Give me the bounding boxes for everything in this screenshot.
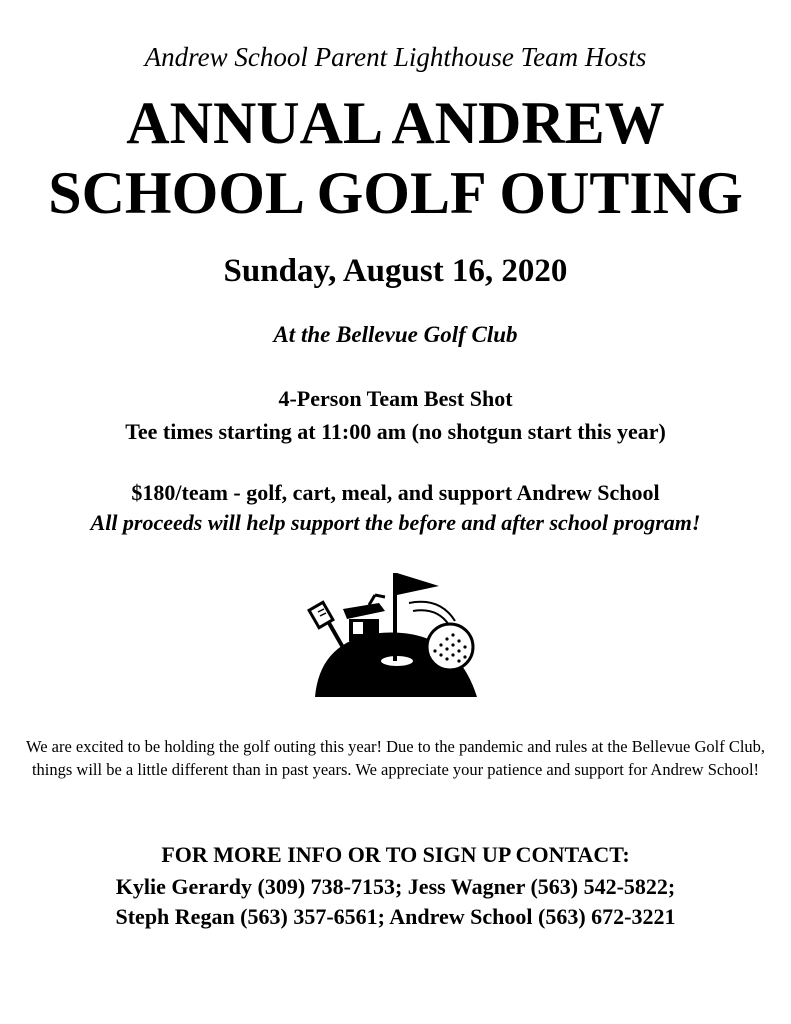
contact-line-2: Steph Regan (563) 357-6561; Andrew School (563) 672-3221: [115, 904, 676, 929]
tee-times: Tee times starting at 11:00 am (no shotgun start this year): [125, 419, 666, 444]
event-venue: At the Bellevue Golf Club: [273, 322, 518, 347]
flag: [397, 573, 439, 595]
proceeds-note: All proceeds will help support the before and after school program!: [90, 510, 701, 535]
event-date: Sunday, August 16, 2020: [223, 253, 568, 289]
golf-clipart-icon: [305, 565, 485, 700]
motion-arc: [413, 610, 449, 625]
spatula-icon: [309, 602, 345, 651]
event-format: 4-Person Team Best Shot: [278, 386, 513, 411]
host-line: Andrew School Parent Lighthouse Team Hosts: [144, 42, 647, 72]
title-line-2: SCHOOL GOLF OUTING: [48, 160, 743, 226]
contact-heading: FOR MORE INFO OR TO SIGN UP CONTACT:: [161, 842, 630, 867]
title-line-1: ANNUAL ANDREW: [126, 90, 665, 156]
contact-line-1: Kylie Gerardy (309) 738-7153; Jess Wagner (563) 542-5822;: [115, 874, 676, 899]
welcome-message: We are excited to be holding the golf outing this year! Due to the pandemic and rules at the Bellevue Golf Club, things will be a little different than in past years. We appreciate your patience and support for Andrew School!: [25, 737, 766, 779]
team-price: $180/team - golf, cart, meal, and support Andrew School: [131, 480, 660, 505]
